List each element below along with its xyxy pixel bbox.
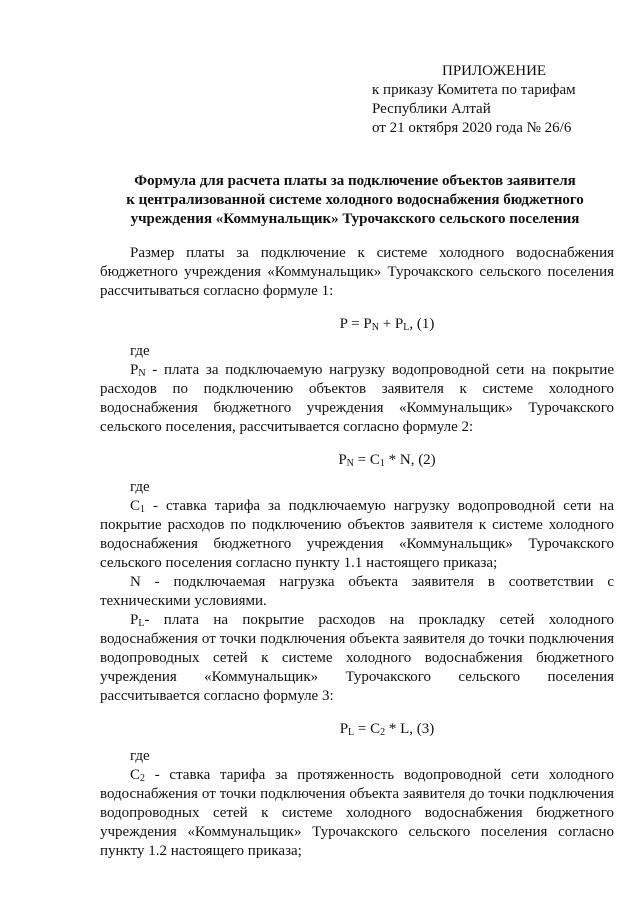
title-line-2: к централизованной системе холодного водоснабжения бюджетного <box>126 192 584 208</box>
formula-2 <box>160 451 614 470</box>
formula-3 <box>160 720 614 739</box>
formula-1-tail: , (1) <box>409 316 435 332</box>
where-label-3: где <box>130 748 150 764</box>
formula-2-a: P <box>338 452 347 468</box>
c1-symbol: C <box>130 498 141 514</box>
appendix-line-2: Республики Алтай <box>372 101 491 117</box>
formula-3-sub-2: 2 <box>380 727 386 738</box>
c1-subscript: 1 <box>140 504 146 515</box>
appendix-line-3: от 21 октября 2020 года № 26/6 <box>372 120 572 136</box>
formula-2-sub-1: 1 <box>379 458 385 469</box>
c2-subscript: 2 <box>140 773 146 784</box>
formula-3-sub-l: L <box>348 727 355 738</box>
where-label-2: где <box>130 479 150 495</box>
formula-1 <box>160 315 614 334</box>
c2-text: - ставка тарифа за протяженность водопроводной сети холодного водоснабжения от точки подключения объекта заявителя до точки подключения водопроводных сетей к системе холодного водоснабжения бюджетного учреждения «Коммунальщик» Турочакского сельского поселения согласно пункту 1.2 настоящего приказа; <box>100 767 614 859</box>
document-title <box>110 172 600 229</box>
formula-1-mid: + P <box>378 316 404 332</box>
c2-definition <box>100 766 614 861</box>
pl-symbol: P <box>130 612 139 628</box>
formula-3-a: P <box>339 721 349 737</box>
pn-subscript: N <box>138 368 146 379</box>
title-line-3: учреждения «Коммунальщик» Турочакского сельского поселения <box>130 211 580 227</box>
where-label-1: где <box>130 343 150 359</box>
intro-paragraph: Размер платы за подключение к системе холодного водоснабжения бюджетного учреждения «Коммунальщик» Турочакского сельского поселения рассчитываться согласно формуле 1: <box>100 245 614 299</box>
pn-symbol: P <box>130 362 139 378</box>
formula-1-lhs: P = P <box>339 316 372 332</box>
formula-1-sub-l: L <box>403 322 410 333</box>
pl-text: - плата на покрытие расходов на прокладку сетей холодного водоснабжения от точки подключения объекта заявителя до точки подключения водопроводных сетей к системе холодного водоснабжения бюджетного учреждения «Коммунальщик» Турочакского сельского поселения рассчитывается согласно формуле 3: <box>100 612 614 704</box>
c1-text: - ставка тарифа за подключаемую нагрузку водопроводной сети на покрытие расходов по подключению объектов заявителя к системе холодного водоснабжения бюджетного учреждения «Коммунальщик» Турочакского сельского поселения согласно пункту 1.1 настоящего приказа; <box>100 498 614 571</box>
pn-text: - плата за подключаемую нагрузку водопроводной сети на покрытие расходов по подключению объектов заявителя к системе холодного водоснабжения бюджетного учреждения «Коммунальщик» Турочакского сельского поселения, рассчитывается согласно формуле 2: <box>100 362 614 435</box>
document-body <box>100 244 614 861</box>
appendix-title: ПРИЛОЖЕНИЕ <box>442 63 547 79</box>
formula-3-b: = C <box>354 721 381 737</box>
formula-2-b: = C <box>353 452 380 468</box>
title-line-1: Формула для расчета платы за подключение объектов заявителя <box>134 173 576 189</box>
formula-2-tail: * N, (2) <box>384 452 436 468</box>
appendix-line-1: к приказу Комитета по тарифам <box>372 82 576 98</box>
c2-symbol: C <box>130 767 141 783</box>
pl-definition <box>100 611 614 706</box>
n-definition: N - подключаемая нагрузка объекта заявителя в соответствии с техническими условиями. <box>100 574 614 609</box>
formula-3-tail: * L, (3) <box>385 721 435 737</box>
appendix-block <box>372 62 632 138</box>
pl-subscript: L <box>138 618 145 629</box>
formula-2-sub-n: N <box>346 458 354 469</box>
pn-definition <box>100 361 614 437</box>
c1-definition <box>100 497 614 573</box>
formula-1-sub-n: N <box>371 322 379 333</box>
